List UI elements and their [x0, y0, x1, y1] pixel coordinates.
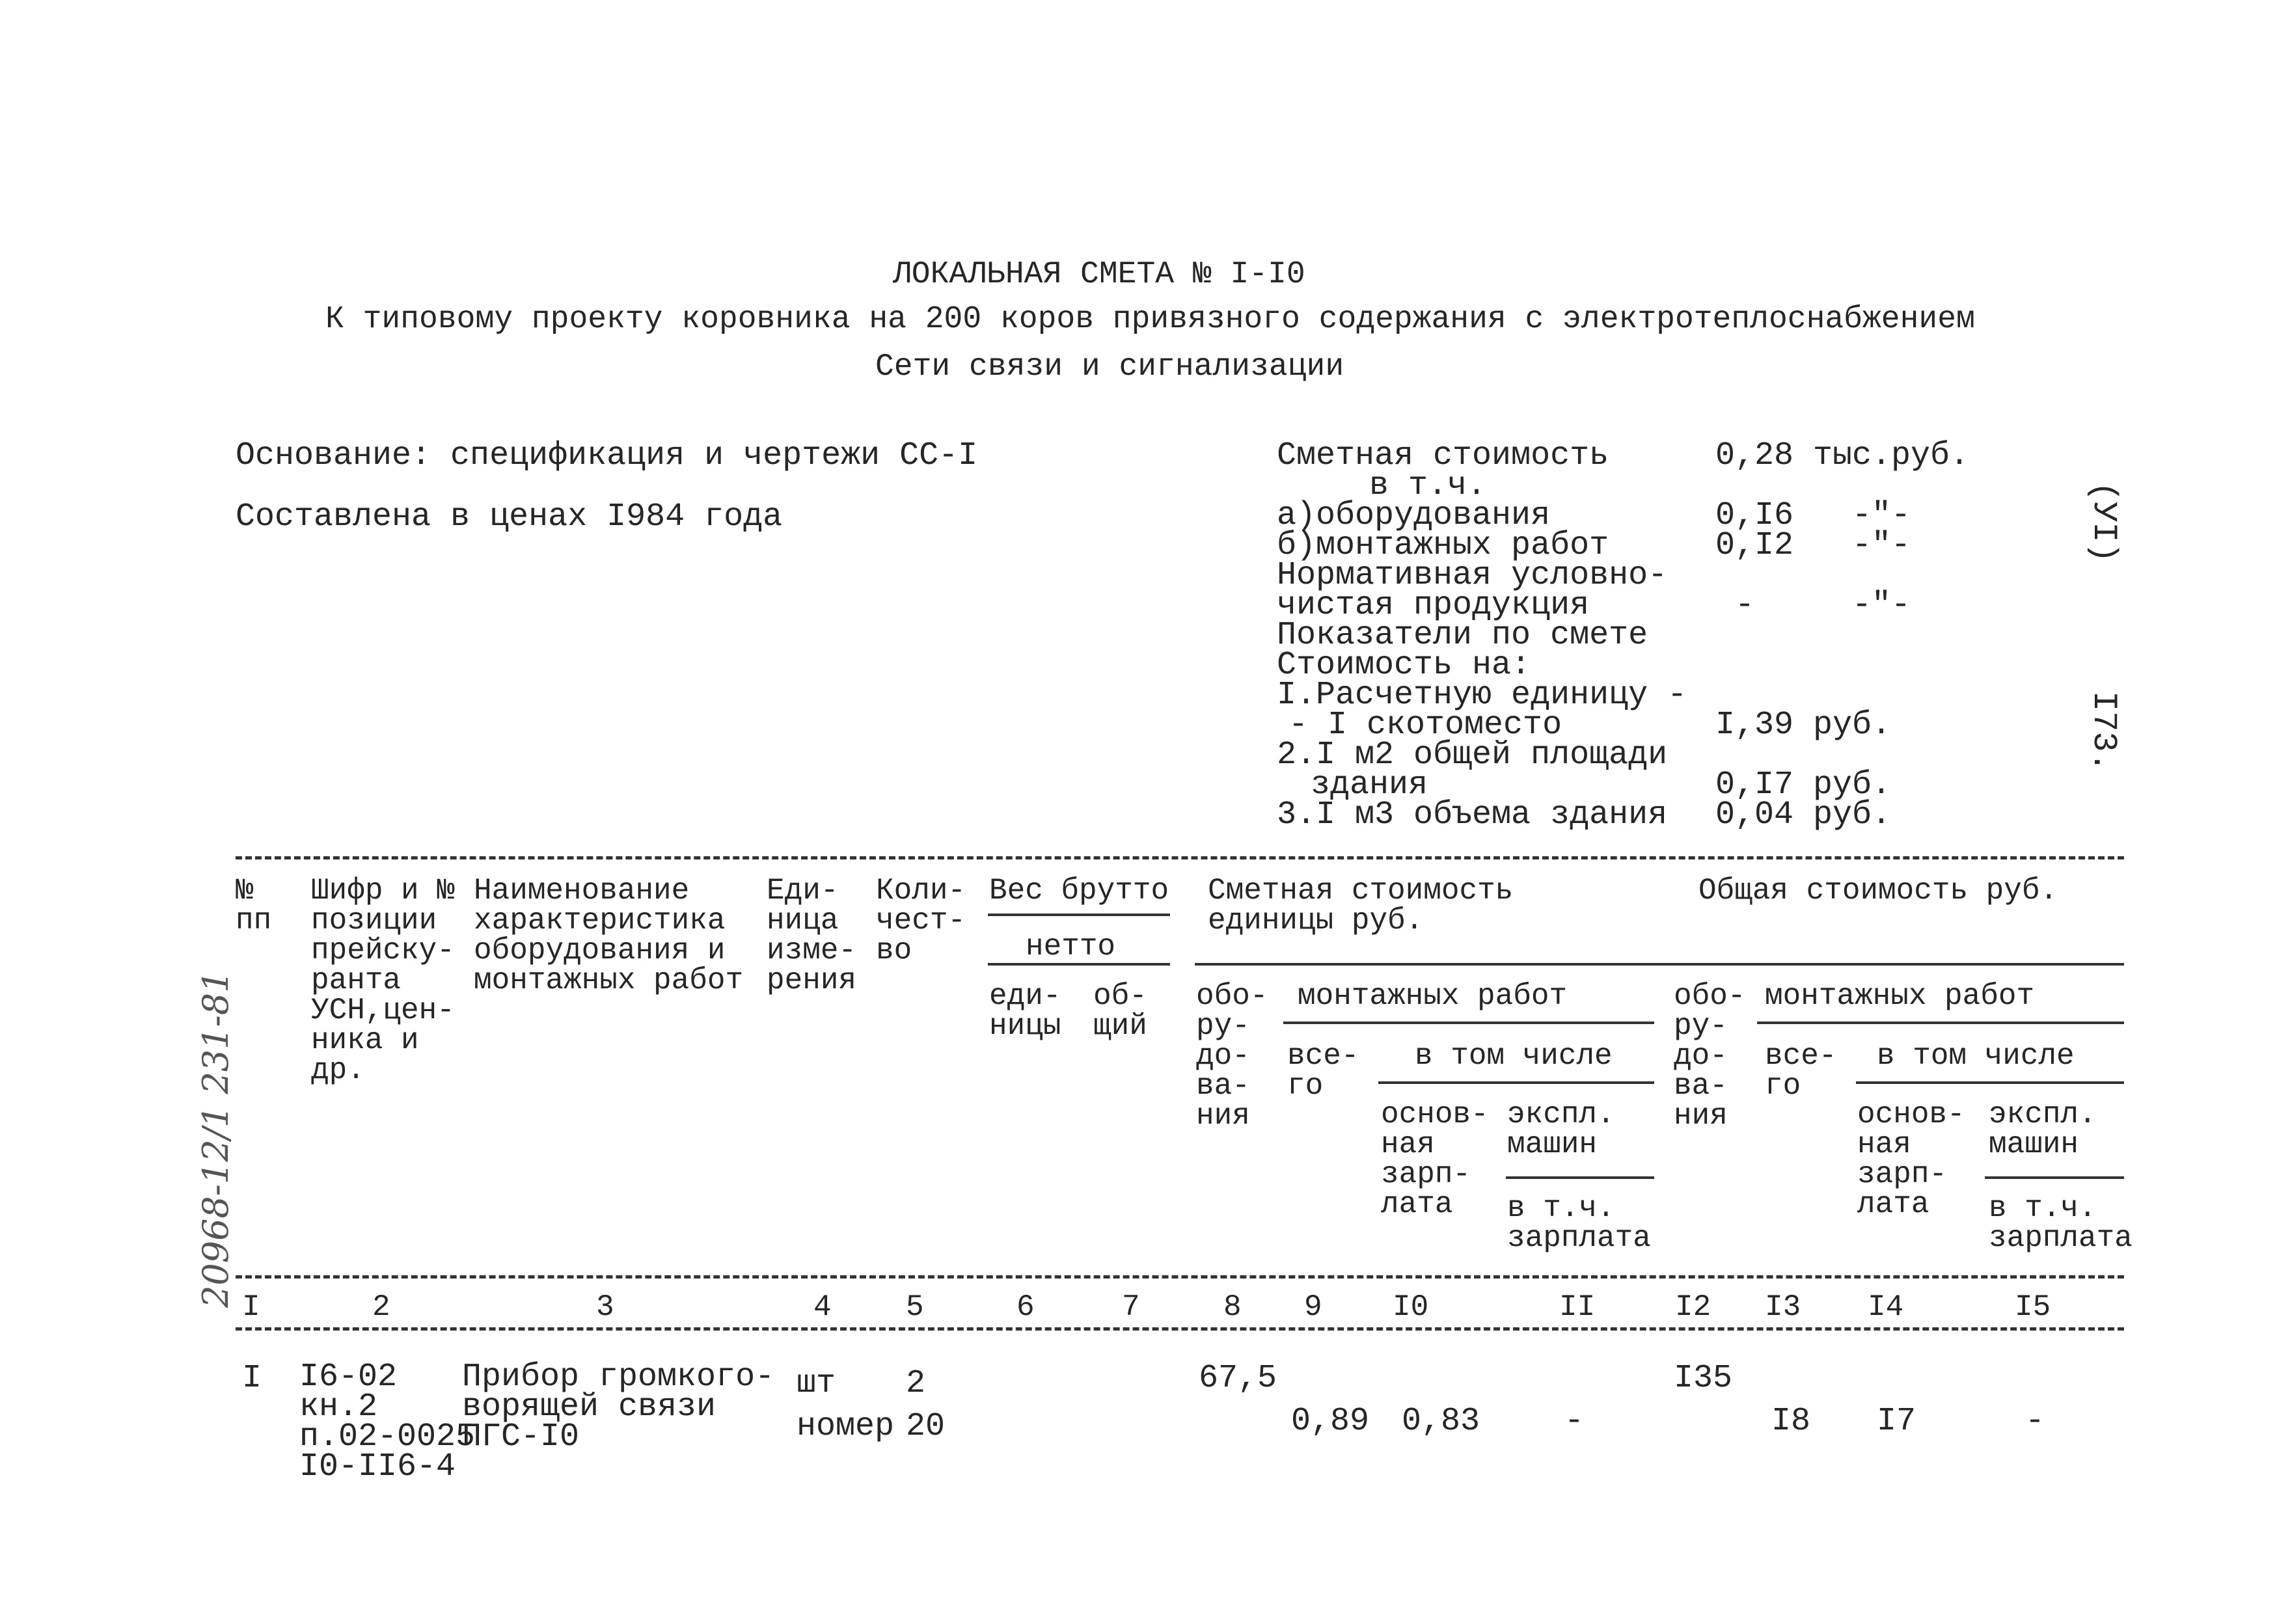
column-number: 7 [1122, 1290, 1140, 1324]
header-total-equipment: обо- ру- до- ва- ния [1674, 979, 1746, 1133]
row-total-base-salary: I7 [1877, 1403, 1916, 1440]
page-number: I73. [2084, 691, 2123, 772]
header-divider [988, 963, 1170, 966]
summary-value: 0,I2 -"- [1715, 527, 1911, 564]
row-unit-install-all: 0,89 [1291, 1403, 1370, 1440]
summary-value: I,39 руб. [1715, 707, 1892, 744]
header-unit: Еди- ница изме- рения [767, 874, 857, 997]
summary-value: 0,I6 -"- [1715, 497, 1911, 534]
header-divider [1506, 1176, 1654, 1179]
row-code: I6-02 кн.2 п.02-0025 I0-II6-4 [299, 1359, 476, 1485]
header-num: № пп [236, 874, 272, 938]
header-total-install: монтажных работ [1765, 979, 2035, 1013]
row-unit: шт номер [797, 1365, 895, 1445]
summary-label: а)оборудования [1277, 497, 1551, 534]
summary-label: - I скотоместо [1288, 707, 1562, 744]
header-code: Шифр и № позиции прейску- ранта УСН,цен- ника и др. [311, 874, 455, 1087]
summary-label: Нормативная условно- [1277, 557, 1668, 594]
header-divider [1283, 1022, 1654, 1024]
header-unit-install: монтажных работ [1298, 979, 1568, 1013]
basis-prices: Составлена в ценах I984 года [236, 498, 783, 535]
header-divider [1195, 963, 2124, 966]
summary-label: Показатели по смете [1277, 617, 1648, 654]
header-qty: Коли- чест- во [876, 874, 966, 968]
row-unit-base-salary: 0,83 [1402, 1403, 1480, 1440]
header-unit-incl-salary: в т.ч. зарплата [1507, 1191, 1651, 1255]
header-weight-netto: нетто [1026, 930, 1116, 964]
header-divider [1378, 1081, 1654, 1084]
basis-foundation: Основание: спецификация и чертежи СС-I [236, 437, 978, 474]
column-number: 2 [372, 1290, 390, 1324]
column-number: I3 [1765, 1290, 1801, 1324]
column-number: 5 [906, 1290, 924, 1324]
project-subtitle: К типовому проекту коровника на 200 коров привязного содержания с электротеплоснабжением [325, 302, 1975, 337]
header-unit-all: все- го [1287, 1039, 1359, 1103]
summary-label: чистая продукция [1277, 587, 1590, 624]
summary-label: б)монтажных работ [1277, 527, 1609, 564]
header-unit-incl: в том числе [1415, 1039, 1613, 1073]
header-bottom-rule [236, 1275, 2124, 1279]
header-name: Наименование характеристика оборудования и монтажных работ [474, 874, 744, 997]
row-unit-machines: - [1564, 1403, 1585, 1440]
header-weight-total: об- щий [1093, 979, 1147, 1043]
header-total-incl: в том числе [1877, 1039, 2075, 1073]
header-unit-machines: экспл. машин [1507, 1098, 1615, 1161]
column-numbers-rule [236, 1327, 2124, 1331]
header-divider [1985, 1176, 2124, 1179]
header-total-machines: экспл. машин [1989, 1098, 2097, 1161]
summary-label: Стоимость на: [1277, 647, 1531, 684]
header-total-cost: Общая стоимость руб. [1698, 874, 2058, 908]
summary-label: 3.I м3 объема здания [1277, 796, 1668, 833]
summary-label: I.Расчетную единицу - [1277, 677, 1687, 714]
column-number: I [242, 1290, 260, 1324]
row-total-install-all: I8 [1771, 1403, 1811, 1440]
header-weight-unit: еди- ницы [989, 979, 1061, 1043]
column-number: II [1559, 1290, 1596, 1324]
header-weight-brutto: Вес брутто [989, 874, 1169, 908]
row-total-equipment: I35 [1674, 1360, 1733, 1397]
summary-value: 0,04 руб. [1715, 796, 1892, 833]
header-total-incl-salary: в т.ч. зарплата [1989, 1191, 2133, 1255]
table-top-rule [236, 856, 2124, 859]
header-divider [1856, 1081, 2124, 1084]
summary-label: здания [1311, 766, 1428, 804]
handwritten-inventory-number: 20968-12/1 231-81 [195, 970, 236, 1308]
summary-label: 2.I м2 общей площади [1277, 737, 1668, 774]
row-total-machines: - [2025, 1403, 2045, 1440]
row-unit-equipment: 67,5 [1199, 1360, 1277, 1397]
header-total-base-salary: основ- ная зарп- лата [1857, 1098, 1965, 1221]
row-num: I [242, 1360, 262, 1397]
column-number: I5 [2015, 1290, 2051, 1324]
header-unit-cost: Сметная стоимость единицы руб. [1208, 874, 1514, 938]
row-qty: 2 20 [906, 1365, 946, 1445]
column-number: 3 [596, 1290, 614, 1324]
column-number: I2 [1675, 1290, 1711, 1324]
column-number: 8 [1223, 1290, 1242, 1324]
column-number: I4 [1868, 1290, 1904, 1324]
summary-label: в т.ч. [1369, 467, 1487, 504]
row-name: Прибор громкого- ворящей связи ПГС-I0 [462, 1359, 775, 1455]
summary-value: 0,28 тыс.руб. [1715, 437, 1970, 474]
document-title: ЛОКАЛЬНАЯ СМЕТА № I-I0 [893, 257, 1305, 292]
sheet-code-mark: (УI) [2084, 481, 2123, 563]
summary-value: 0,I7 руб. [1715, 766, 1892, 804]
column-number: I0 [1393, 1290, 1429, 1324]
header-total-all: все- го [1765, 1039, 1837, 1103]
header-divider [988, 914, 1170, 916]
column-number: 9 [1304, 1290, 1322, 1324]
header-unit-equipment: обо- ру- до- ва- ния [1196, 979, 1268, 1133]
section-subtitle: Сети связи и сигнализации [875, 349, 1344, 385]
column-number: 4 [813, 1290, 832, 1324]
column-number: 6 [1016, 1290, 1035, 1324]
summary-value: - -"- [1715, 587, 1911, 624]
header-divider [1757, 1022, 2124, 1024]
summary-label: Сметная стоимость [1277, 437, 1609, 474]
header-unit-base-salary: основ- ная зарп- лата [1381, 1098, 1489, 1221]
